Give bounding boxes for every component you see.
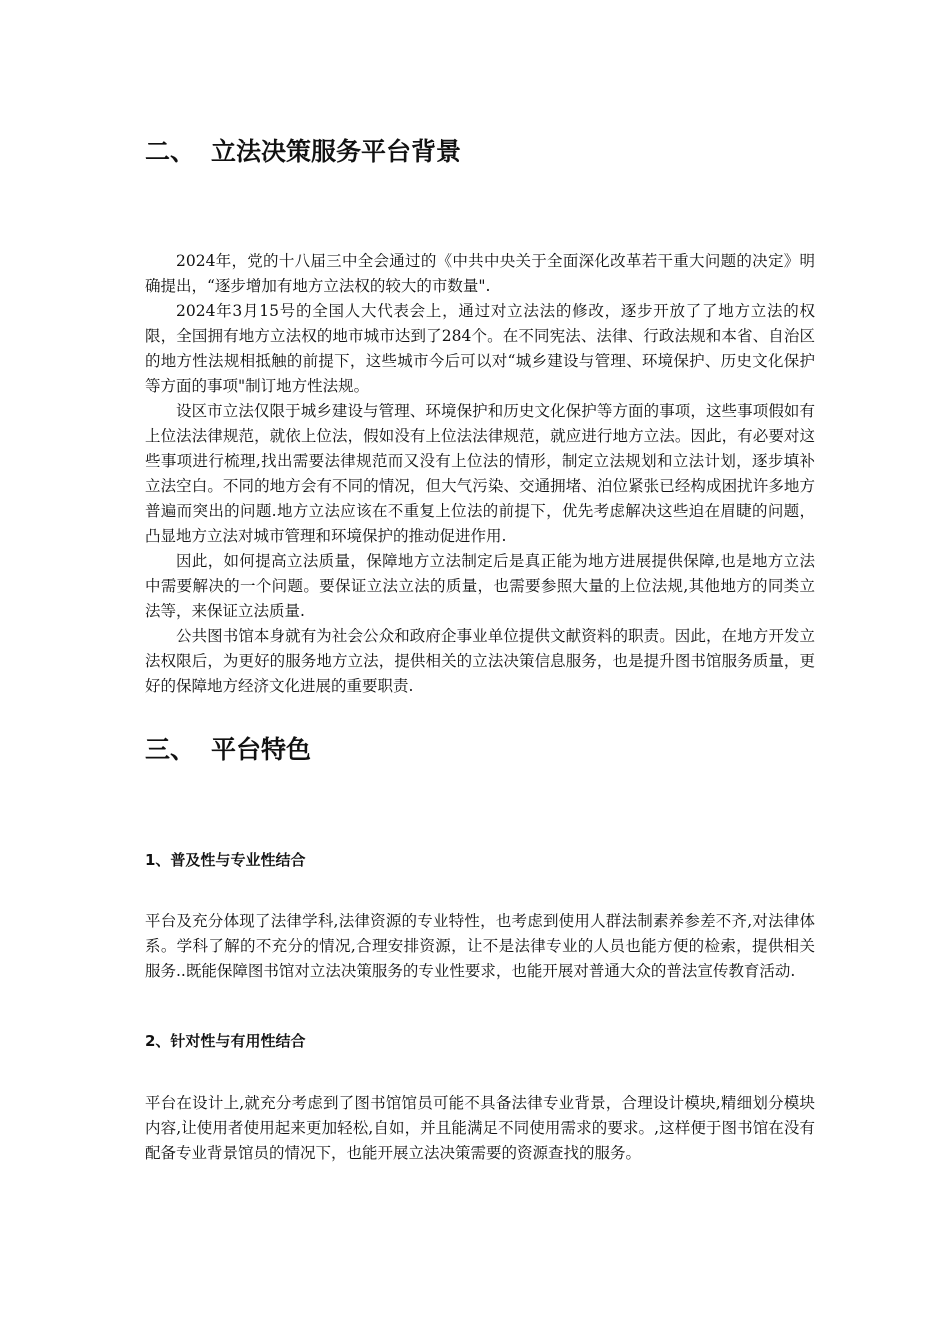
paragraph: 设区市立法仅限于城乡建设与管理、环境保护和历史文化保护等方面的事项，这些事项假如有上位法法律规范，就依上位法，假如没有上位法法律规范，就应进行地方立法。因此，有必要对这些事项进行梳理,找出需要法律规范而又没有上位法的情形，制定立法规划和立法计划，逐步填补立法空白。不同的地方会有不同的情况，但大气污染、交通拥堵、泊位紧张已经构成困扰许多地方普遍而突出的问题.地方立法应该在不重复上位法的前提下，优先考虑解决这些迫在眉睫的问题，凸显地方立法对城市管理和环境保护的推动促进作用. xyxy=(145,402,815,545)
paragraph: 平台及充分体现了法律学科,法律资源的专业特性，也考虑到使用人群法制素养参差不齐,对法律体系。学科了解的不充分的情况,合理安排资源，让不是法律专业的人员也能方便的检索，提供相关服务..既能保障图书馆对立法决策服务的专业性要求，也能开展对普通大众的普法宣传教育活动. xyxy=(145,912,815,980)
background-body xyxy=(145,249,815,699)
paragraph: 2024年，党的十八届三中全会通过的《中共中央关于全面深化改革若干重大问题的决定》明确提出，“逐步增加有地方立法权的较大的市数量". xyxy=(145,252,815,295)
section-heading-background xyxy=(145,136,461,168)
section-number: 二、 xyxy=(145,137,196,166)
section-title: 平台特色 xyxy=(211,735,312,764)
subsection-body-2 xyxy=(145,1091,815,1166)
paragraph: 平台在设计上,就充分考虑到了图书馆馆员可能不具备法律专业背景，合理设计模块,精细划分模块内容,让使用者使用起来更加轻松,自如，并且能满足不同使用需求的要求。,这样便于图书馆在没有配备专业背景馆员的情况下，也能开展立法决策需要的资源查找的服务。 xyxy=(145,1094,815,1162)
section-title: 立法决策服务平台背景 xyxy=(211,137,462,166)
section-heading-features xyxy=(145,734,311,766)
subsection-heading-2: 2、针对性与有用性结合 xyxy=(145,1032,306,1050)
subsection-heading-1: 1、普及性与专业性结合 xyxy=(145,851,306,869)
section-number: 三、 xyxy=(145,735,196,764)
subsection-body-1 xyxy=(145,909,815,984)
paragraph: 公共图书馆本身就有为社会公众和政府企事业单位提供文献资料的职责。因此，在地方开发立法权限后，为更好的服务地方立法，提供相关的立法决策信息服务，也是提升图书馆服务质量，更好的保障地方经济文化进展的重要职责. xyxy=(145,627,815,695)
paragraph: 因此，如何提高立法质量，保障地方立法制定后是真正能为地方进展提供保障,也是地方立法中需要解决的一个问题。要保证立法立法的质量，也需要参照大量的上位法规,其他地方的同类立法等，来保证立法质量. xyxy=(145,552,815,620)
paragraph: 2024年3月15号的全国人大代表会上，通过对立法法的修改，逐步开放了了地方立法的权限，全国拥有地方立法权的地市城市达到了284个。在不同宪法、法律、行政法规和本省、自治区的地方性法规相抵触的前提下，这些城市今后可以对“城乡建设与管理、环境保护、历史文化保护等方面的事项"制订地方性法规。 xyxy=(145,302,815,395)
